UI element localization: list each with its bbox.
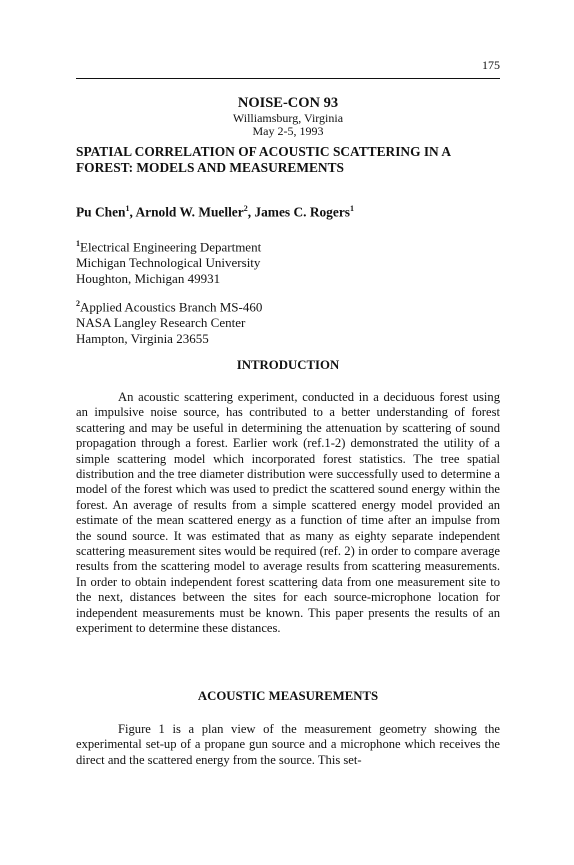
affiliation-1 [76,236,261,287]
affiliation-mark: 2 [76,299,80,308]
affiliation-2 [76,296,262,347]
introduction-paragraph: An acoustic scattering experiment, conducted in a deciduous forest using an impulsive noise source, has contributed to a better understanding of forest scattering and may be useful in determining the attenuation by scattering of sound propagation through a forest. Earlier work (ref.1-2) demonstrated the utility of a simple scattering model which incorporated forest statistics. The tree spatial distribution and the tree diameter distribution were successfully used to determine a model of the forest which was used to predict the scattered sound energy within the forest. An average of results from a simple scattered energy model provided an estimate of the mean scattered energy as a function of time after an impulse from the sound source. It was estimated that as many as eighty separate independent scattering measurement sites would be required (ref. 2) in order to compare average results from the scattering model to average results from scattering measurements. In order to obtain independent forest scattering data from one measurement site to the next, distances between the sites for each source-microphone location for independent measurements must be known. This paper presents the results of an experiment to determine these distances. [76,390,500,636]
affiliation-line: Applied Acoustics Branch MS-460 [80,299,263,315]
paper-title: SPATIAL CORRELATION OF ACOUSTIC SCATTERING IN A FOREST: MODELS AND MEASUREMENTS [76,144,451,175]
section-heading-introduction: INTRODUCTION [236,358,340,372]
conference-name: NOISE-CON 93 [237,95,339,111]
affiliation-line: Electrical Engineering Department [80,239,262,255]
author-name: James C. Rogers [254,204,350,220]
author-affiliation-mark: 2 [243,204,248,213]
affiliation-line: Michigan Technological University [76,255,261,271]
section-heading-acoustic-measurements: ACOUSTIC MEASUREMENTS [197,689,379,703]
acoustic-measurements-paragraph: Figure 1 is a plan view of the measurement geometry showing the experimental set-up of a propane gun source and a microphone which receives the direct and the scattered energy from the source. This set- [76,722,500,767]
conference-block [76,95,500,138]
author-affiliation-mark: 1 [349,204,354,213]
affiliation-line: Hampton, Virginia 23655 [76,331,209,347]
conference-date: May 2-5, 1993 [252,124,324,138]
author-list [76,204,500,220]
affiliation-line: Houghton, Michigan 49931 [76,271,221,287]
author-name: Arnold W. Mueller [135,204,244,220]
conference-location: Williamsburg, Virginia [232,111,344,125]
author-separator: , [129,204,136,220]
author-name: Pu Chen [76,204,126,220]
page-number: 175 [482,58,500,72]
affiliation-mark: 1 [76,239,80,248]
author-separator: , [247,204,255,220]
header-rule [76,78,500,79]
affiliation-line: NASA Langley Research Center [76,315,246,331]
author-affiliation-mark: 1 [125,204,130,213]
